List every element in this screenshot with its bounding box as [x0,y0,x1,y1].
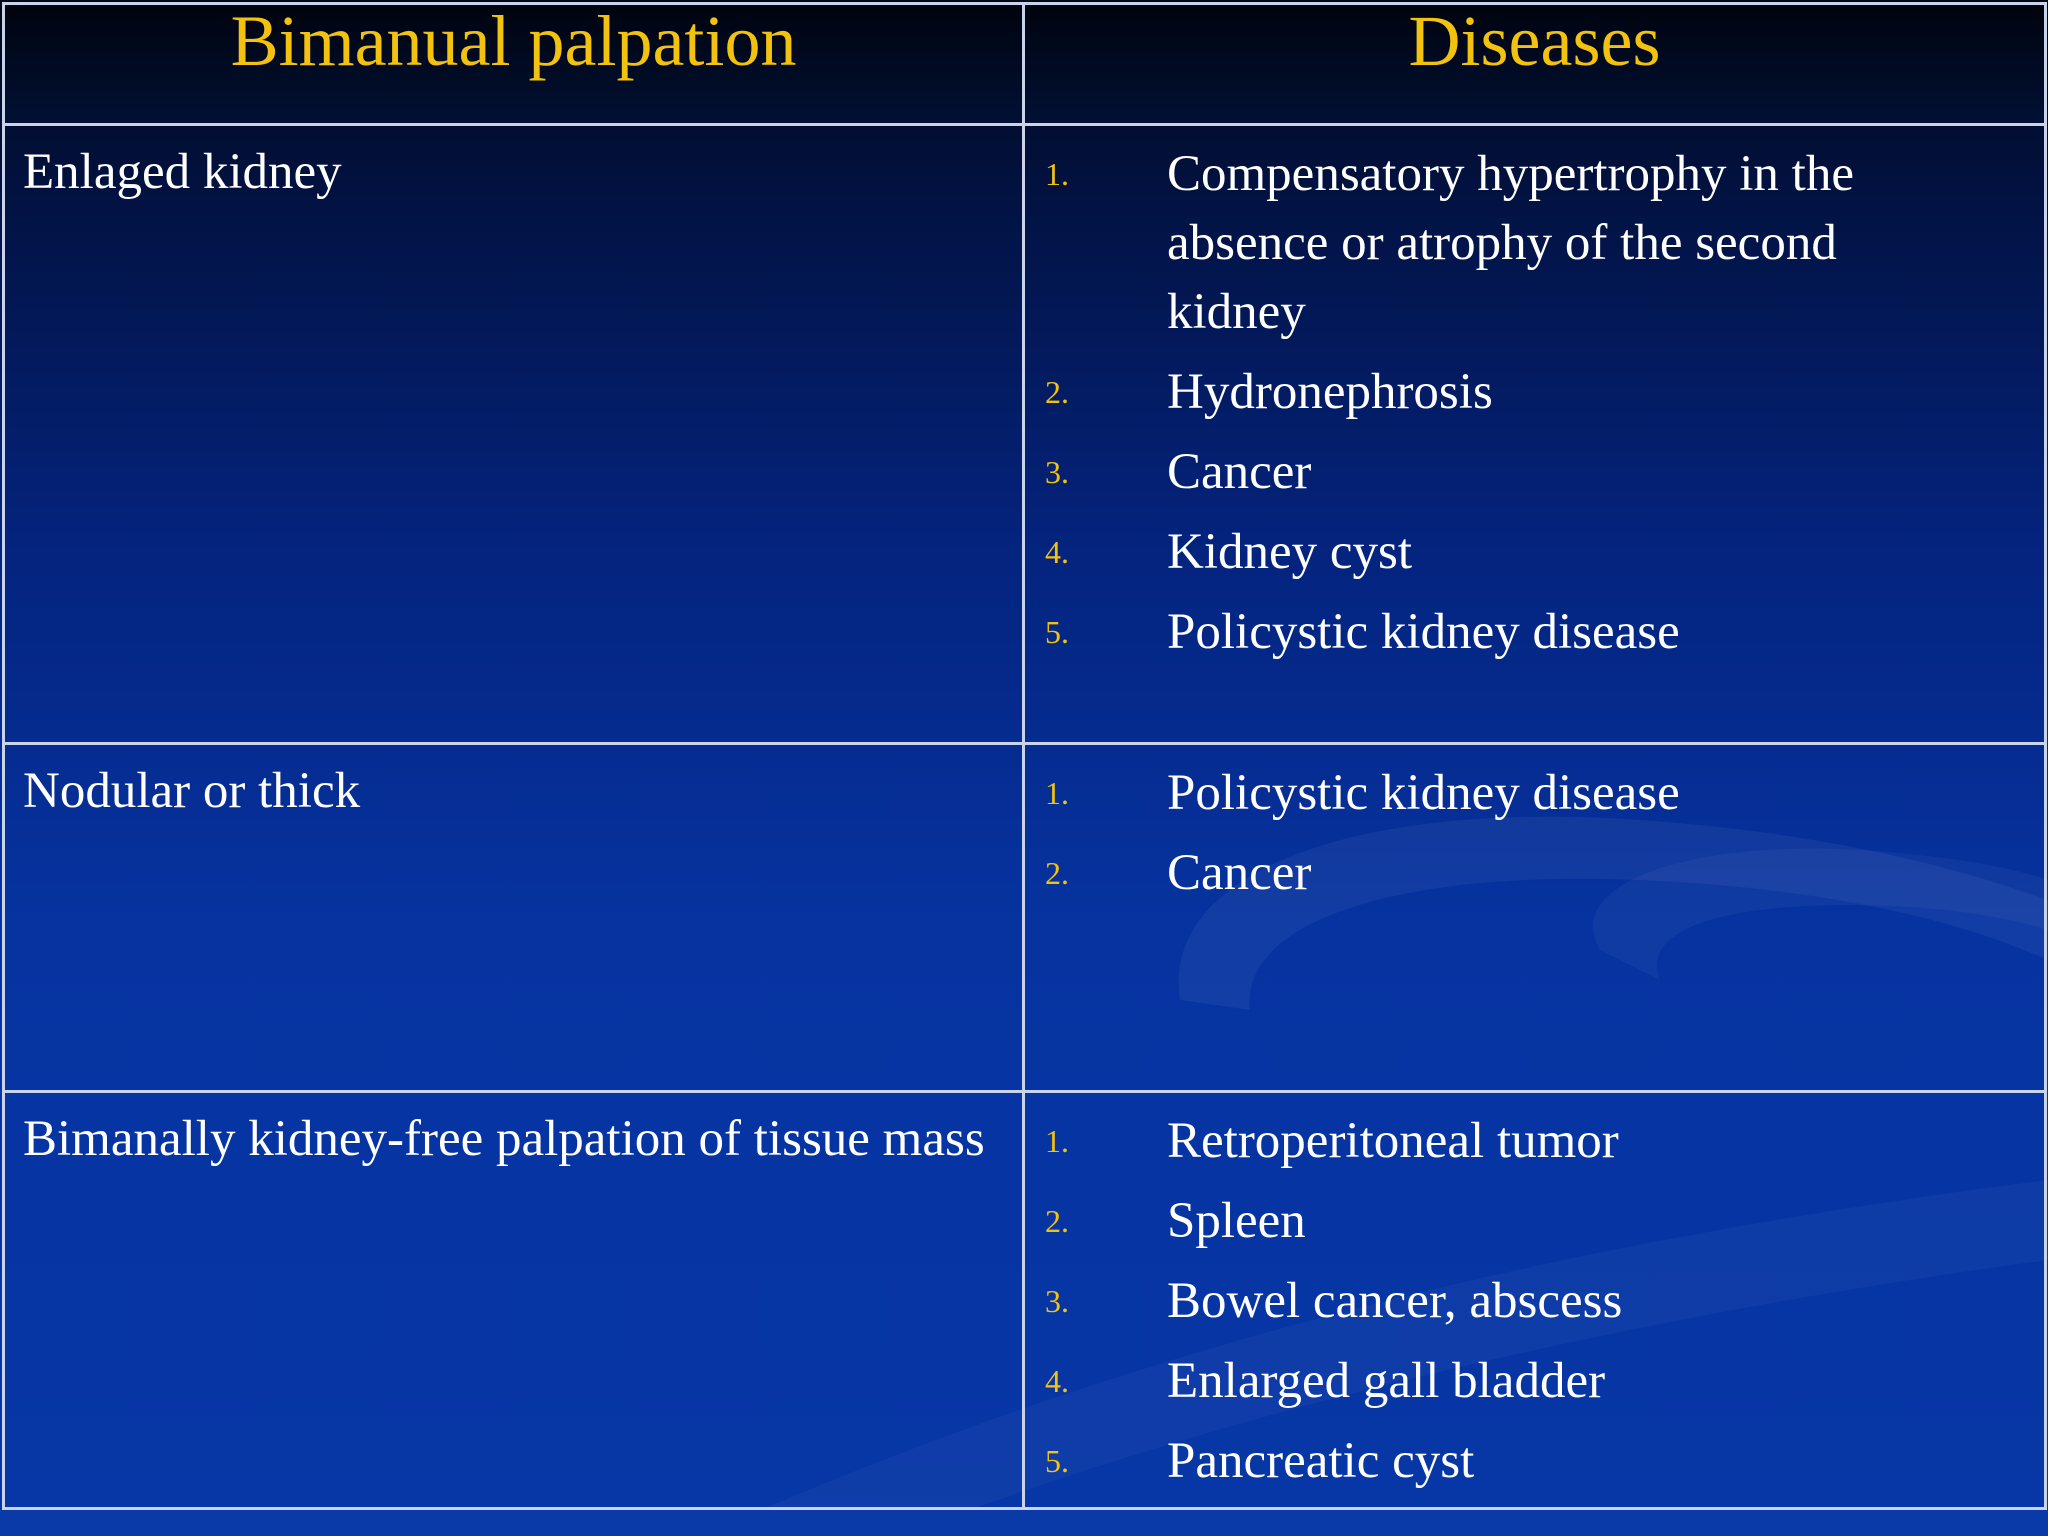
list-item [1025,1267,1984,1336]
list-item [1025,140,1984,347]
table-row [4,744,2046,1092]
list-number: 4. [1045,1363,1069,1399]
feature-text: Enlaged kidney [23,144,342,200]
table-header-row [4,4,2046,125]
disease-list [1025,126,2044,667]
list-item [1025,438,1984,507]
disease-text: Kidney cyst [1167,524,1413,580]
list-item [1025,1347,1984,1416]
list-number: 5. [1045,1443,1069,1479]
list-item [1025,1427,1984,1496]
palpation-diseases-table [2,2,2047,1510]
list-number: 3. [1045,1283,1069,1319]
disease-text: Pancreatic cyst [1167,1433,1475,1489]
list-number: 2. [1045,1203,1069,1239]
diseases-cell [1024,1092,2046,1509]
header-diseases: Diseases [1024,4,2046,125]
disease-text: Spleen [1167,1193,1306,1249]
table-row [4,125,2046,744]
header-bimanual-palpation: Bimanual palpation [4,4,1024,125]
feature-cell [4,744,1024,1092]
feature-cell [4,1092,1024,1509]
disease-list [1025,1093,2044,1496]
list-number: 5. [1045,614,1069,650]
list-number: 1. [1045,156,1069,192]
disease-text: Hydronephrosis [1167,364,1493,420]
disease-text: Cancer [1167,845,1312,901]
slide-bottom-bar [0,1510,2048,1536]
diseases-cell [1024,125,2046,744]
disease-text: Cancer [1167,444,1312,500]
list-number: 1. [1045,1123,1069,1159]
table-row [4,1092,2046,1509]
list-item [1025,1107,1984,1176]
disease-text: Policystic kidney disease [1167,765,1680,821]
list-item [1025,759,1984,828]
list-number: 2. [1045,855,1069,891]
diseases-cell [1024,744,2046,1092]
list-number: 3. [1045,454,1069,490]
list-item [1025,839,1984,908]
disease-text: Policystic kidney disease [1167,604,1680,660]
disease-text: Retroperitoneal tumor [1167,1113,1619,1169]
feature-cell [4,125,1024,744]
list-item [1025,358,1984,427]
list-item [1025,1187,1984,1256]
disease-text: Compensatory hypertrophy in the absence or atrophy of the second kidney [1167,146,1854,340]
list-number: 4. [1045,534,1069,570]
list-number: 2. [1045,374,1069,410]
disease-list [1025,745,2044,908]
disease-text: Bowel cancer, abscess [1167,1273,1623,1329]
disease-text: Enlarged gall bladder [1167,1353,1606,1409]
feature-text: Bimanally kidney-free palpation of tissue mass [23,1111,985,1167]
list-item [1025,518,1984,587]
list-item [1025,598,1984,667]
list-number: 1. [1045,775,1069,811]
feature-text: Nodular or thick [23,763,361,819]
